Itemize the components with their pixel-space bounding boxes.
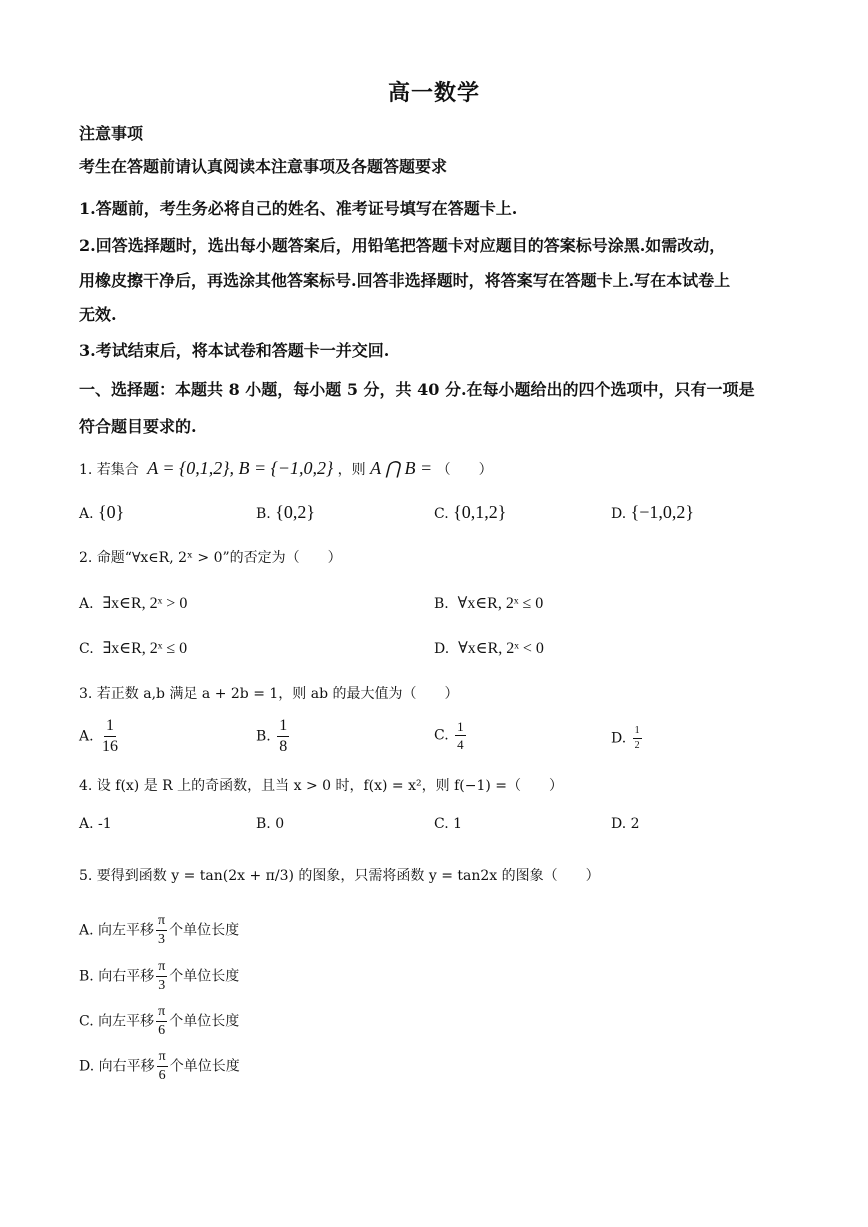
question-1-option-b: B. {0,2} <box>256 502 315 522</box>
question-3-stem: 3. 若正数 a,b 满足 a + 2b = 1，则 ab 的最大值为（ ） <box>79 686 459 702</box>
question-2-stem: 2. 命题“∀x∈R, 2ˣ > 0”的否定为（ ） <box>79 550 342 566</box>
notice-item-3: 3.考试结束后，将本试卷和答题卡一并交回. <box>79 341 390 360</box>
question-1-stem: 1. 若集合 A = {0,1,2}, B = {−1,0,2} ，则 A ⋂ B = （ ） <box>79 458 493 478</box>
question-4-option-b: B. 0 <box>256 816 285 832</box>
question-4-option-c: C. 1 <box>434 816 463 832</box>
question-5-option-b: B. 向右平移 $\frac{\pi}{3}$ 个单位长度 <box>79 959 240 993</box>
question-5-option-c: C. 向左平移 $\frac{\pi}{6}$ 个单位长度 <box>79 1004 240 1038</box>
question-4-option-a: A. -1 <box>79 816 112 832</box>
notice-item-1: 1.答题前，考生务必将自己的姓名、准考证号填写在答题卡上. <box>79 199 518 218</box>
question-2-option-c: C. ∃x∈R, 2ˣ ≤ 0 <box>79 640 188 657</box>
question-1-option-d: D. {−1,0,2} <box>611 502 695 522</box>
page-title: 高一数学 <box>387 80 480 106</box>
question-5-option-d: D. 向右平移 $\frac{\pi}{6}$ 个单位长度 <box>79 1049 240 1083</box>
question-4-option-d: D. 2 <box>611 816 640 832</box>
section-1-heading-line-1: 一、选择题：本题共 8 小题，每小题 5 分，共 40 分.在每小题给出的四个选项中，只有一项是 <box>79 380 755 399</box>
section-1-heading-line-2: 符合题目要求的. <box>79 417 197 436</box>
notice-item-2-line-3: 无效. <box>79 305 117 324</box>
question-5-option-a: A. 向左平移 $\frac{\pi}{3}$ 个单位长度 <box>79 913 240 947</box>
notice-item-2-line-2: 用橡皮擦干净后，再选涂其他答案标号.回答非选择题时，将答案写在答题卡上.写在本试卷上 <box>79 271 731 290</box>
question-5-stem: 5. 要得到函数 y = tan(2x + π/3) 的图象，只需将函数 y = tan2x 的图象（ ） <box>79 868 600 884</box>
question-4-stem: 4. 设 f(x) 是 R 上的奇函数，且当 x > 0 时，f(x) = x²，则 f(−1) =（ ） <box>79 778 563 794</box>
notice-intro: 考生在答题前请认真阅读本注意事项及各题答题要求 <box>79 157 448 176</box>
question-1-option-c: C. {0,1,2} <box>434 502 507 522</box>
question-3-option-b: B. $\frac{1}{8}$ <box>256 717 288 755</box>
question-3-option-d: D. $\frac{1}{2}$ <box>611 725 640 751</box>
question-2-option-d: D. ∀x∈R, 2ˣ < 0 <box>434 640 544 657</box>
question-2-option-b: B. ∀x∈R, 2ˣ ≤ 0 <box>434 595 544 612</box>
question-3-option-c: C. $\frac{1}{4}$ <box>434 719 464 752</box>
notice-item-2-line-1: 2.回答选择题时，选出每小题答案后，用铅笔把答题卡对应题目的答案标号涂黑.如需改动， <box>79 236 726 255</box>
notice-heading: 注意事项 <box>79 124 144 143</box>
question-3-option-a: A. $\frac{1}{16}$ <box>79 717 119 755</box>
question-1-option-a: A. {0} <box>79 502 125 522</box>
question-2-option-a: A. ∃x∈R, 2ˣ > 0 <box>79 595 188 612</box>
